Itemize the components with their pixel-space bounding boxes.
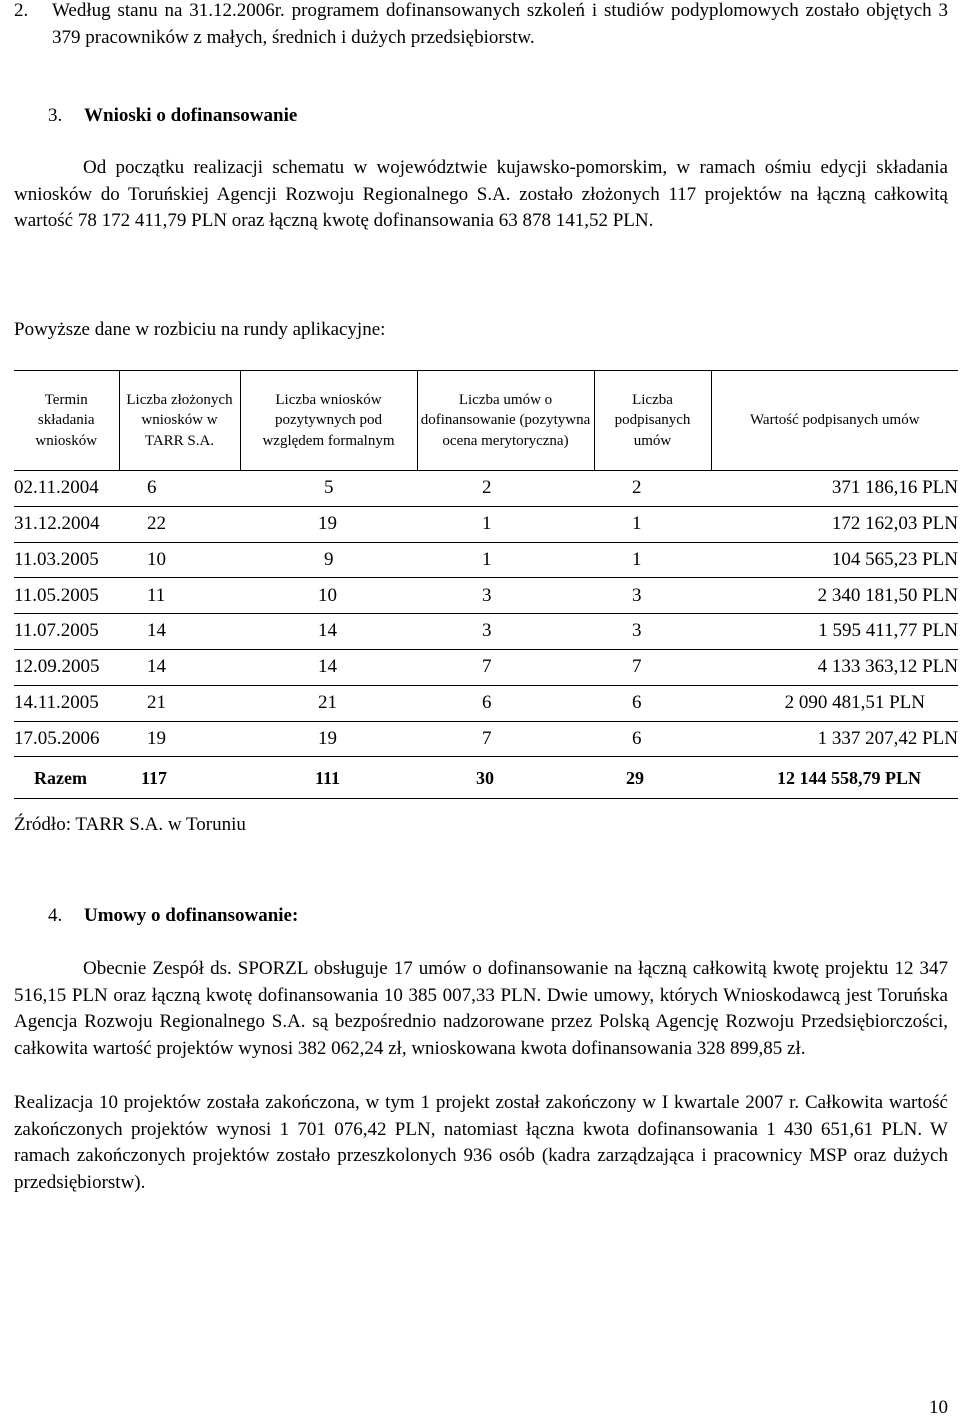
cell-submitted: 11 (119, 578, 240, 614)
cell-agreements: 7 (417, 649, 594, 685)
section-4-title: Umowy o dofinansowanie: (84, 905, 299, 926)
cell-value: 1 595 411,77 PLN (711, 614, 958, 650)
section-4-heading (48, 903, 298, 930)
table-row (14, 506, 958, 542)
section-3-title: Wnioski o dofinansowanie (84, 105, 298, 126)
table-source: Źródło: TARR S.A. w Toruniu (14, 814, 246, 835)
cell-formal: 14 (240, 649, 417, 685)
cell-submitted: 19 (119, 721, 240, 757)
cell-submitted: 21 (119, 685, 240, 721)
header-submitted: Liczba złożonych wniosków w TARR S.A. (119, 371, 240, 471)
cell-signed: 1 (594, 542, 711, 578)
header-term: Termin składania wniosków (14, 371, 119, 471)
cell-value: 2 340 181,50 PLN (711, 578, 958, 614)
section-2-text: Według stanu na 31.12.2006r. programem dofinansowanych szkoleń i studiów podyplomowych zostało objętych 3 379 pracowników z małych, średnich i dużych przedsiębiorstw. (52, 0, 948, 48)
cell-signed: 2 (594, 471, 711, 507)
section-3-intro-text: Od początku realizacji schematu w województwie kujawsko-pomorskim, w ramach ośmiu edycji składania wniosków do Toruńskiej Agencji Rozwoju Regionalnego S.A. zostało złożonych 117 projektów na łączną całkowitą wartość 78 172 411,79 PLN oraz łączną kwotę dofinansowania 63 878 141,52 PLN. (14, 157, 948, 231)
cell-agreements: 1 (417, 506, 594, 542)
section-4-number: 4. (48, 905, 63, 926)
table-row (14, 471, 958, 507)
cell-term: 12.09.2005 (14, 649, 119, 685)
cell-formal: 19 (240, 506, 417, 542)
cell-value: 104 565,23 PLN (711, 542, 958, 578)
cell-value: 172 162,03 PLN (711, 506, 958, 542)
cell-submitted: 14 (119, 614, 240, 650)
cell-term: 14.11.2005 (14, 685, 119, 721)
cell-signed: 3 (594, 614, 711, 650)
cell-formal: 9 (240, 542, 417, 578)
table-row (14, 649, 958, 685)
cell-value: 1 337 207,42 PLN (711, 721, 958, 757)
header-signed-value: Wartość podpisanych umów (749, 412, 920, 429)
header-signed: Liczba podpisanych umów (594, 371, 711, 471)
table-row (14, 578, 958, 614)
cell-value: 371 186,16 PLN (711, 471, 958, 507)
applications-table (14, 370, 958, 799)
table-total-row (14, 757, 958, 799)
cell-value: 4 133 363,12 PLN (711, 649, 958, 685)
section-3-heading (48, 103, 297, 130)
cell-signed: 6 (594, 685, 711, 721)
section-3-intro (14, 155, 948, 235)
cell-agreements: 1 (417, 542, 594, 578)
header-agreements: Liczba umów o dofinansowanie (pozytywna ocena merytoryczna) (417, 371, 594, 471)
cell-formal: 21 (240, 685, 417, 721)
cell-submitted: 6 (119, 471, 240, 507)
cell-term: 31.12.2004 (14, 506, 119, 542)
section-4-paragraph-1-text: Obecnie Zespół ds. SPORZL obsługuje 17 umów o dofinansowanie na łączną całkowitą kwotę projektu 12 347 516,15 PLN oraz łączną kwotę dofinansowania 10 385 007,33 PLN. Dwie umowy, których Wnioskodawcą jest Toruńska Agencja Rozwoju Regionalnego S.A. są bezpośrednio nadzorowane przez Polską Agencję Rozwoju Przedsiębiorczości, całkowita wartość projektów wynosi 382 062,24 zł, wnioskowana kwota dofinansowania 328 899,85 zł. (14, 958, 948, 1059)
cell-signed: 7 (594, 649, 711, 685)
cell-term: 11.07.2005 (14, 614, 119, 650)
cell-value: 2 090 481,51 PLN (711, 685, 958, 721)
total-formal: 111 (240, 757, 417, 799)
cell-agreements: 3 (417, 578, 594, 614)
header-formally-positive: Liczba wniosków pozytywnych pod względem formalnym (240, 371, 417, 471)
cell-term: 11.03.2005 (14, 542, 119, 578)
cell-submitted: 14 (119, 649, 240, 685)
cell-signed: 6 (594, 721, 711, 757)
cell-agreements: 3 (417, 614, 594, 650)
total-signed: 29 (594, 757, 711, 799)
cell-term: 11.05.2005 (14, 578, 119, 614)
table-row (14, 542, 958, 578)
cell-agreements: 7 (417, 721, 594, 757)
cell-formal: 14 (240, 614, 417, 650)
cell-signed: 1 (594, 506, 711, 542)
cell-term: 17.05.2006 (14, 721, 119, 757)
table-row (14, 614, 958, 650)
total-value: 12 144 558,79 PLN (711, 757, 958, 799)
section-3-number: 3. (48, 105, 63, 126)
cell-formal: 19 (240, 721, 417, 757)
breakdown-label: Powyższe dane w rozbiciu na rundy aplikacyjne: (14, 319, 386, 340)
cell-signed: 3 (594, 578, 711, 614)
page-number: 10 (929, 1397, 948, 1418)
cell-agreements: 6 (417, 685, 594, 721)
section-4-paragraph-1 (14, 956, 948, 1062)
section-4-paragraph-2: Realizacja 10 projektów została zakończona, w tym 1 projekt został zakończony w I kwartale 2007 r. Całkowita wartość zakończonych projektów wynosi 1 701 076,42 PLN, natomiast łączna kwota dofinansowania 1 430 651,61 PLN. W ramach zakończonych projektów zostało przeszkolonych 936 osób (kadra zarządzająca i pracownicy MSP oraz dużych przedsiębiorstw). (14, 1092, 948, 1193)
table-row (14, 685, 958, 721)
total-label: Razem (14, 757, 119, 799)
cell-submitted: 10 (119, 542, 240, 578)
cell-formal: 10 (240, 578, 417, 614)
total-agreements: 30 (417, 757, 594, 799)
cell-term: 02.11.2004 (14, 471, 119, 507)
cell-formal: 5 (240, 471, 417, 507)
cell-submitted: 22 (119, 506, 240, 542)
table-header-row (14, 371, 958, 471)
section-2 (14, 0, 948, 51)
total-submitted: 117 (119, 757, 240, 799)
section-2-number: 2. (14, 0, 29, 21)
cell-agreements: 2 (417, 471, 594, 507)
table-row (14, 721, 958, 757)
